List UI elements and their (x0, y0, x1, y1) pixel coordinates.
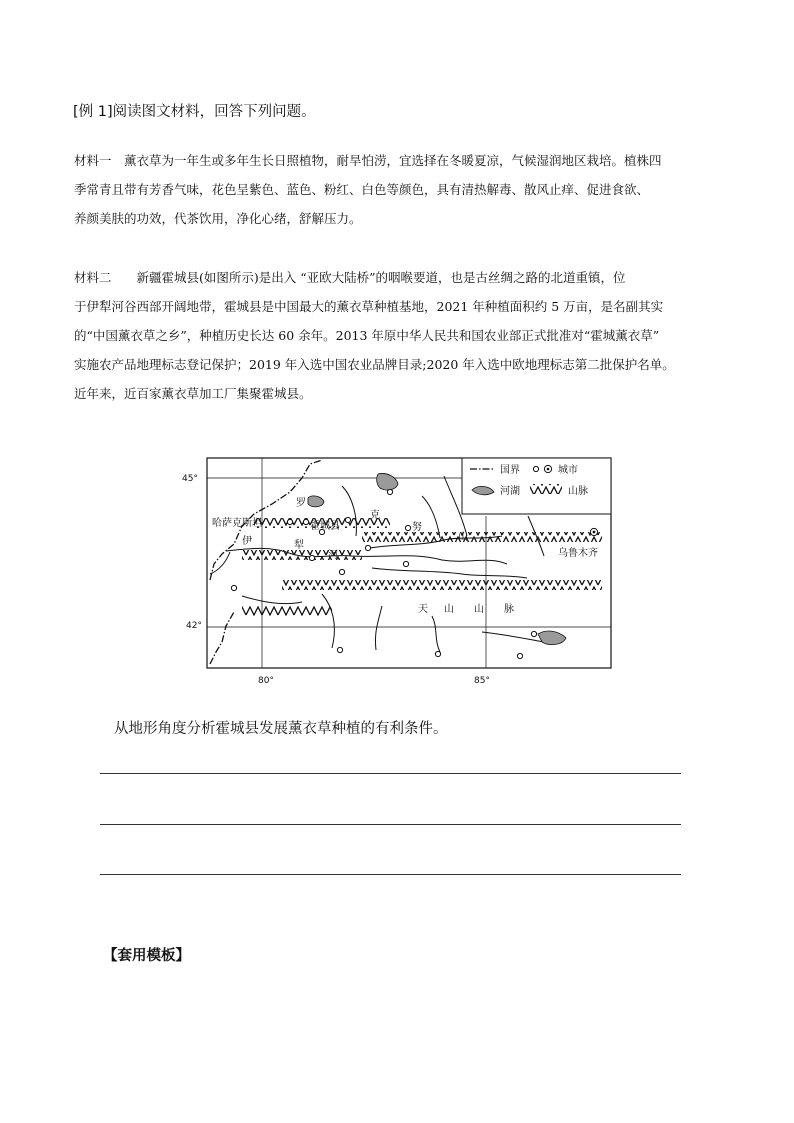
material-2-line: 近年来，近百家薰衣草加工厂集聚霍城县。 (74, 386, 312, 401)
city-dot (339, 569, 344, 574)
shan-label: 山 (458, 532, 468, 543)
legend-city-label: 城市 (558, 465, 578, 476)
city-dot (231, 585, 236, 590)
answer-line-3[interactable] (100, 874, 681, 875)
lat-45-label: 45° (182, 474, 198, 484)
material-2-line: 于伊犁河谷西部开阔地带，霍城县是中国最大的薰衣草种植基地，2021 年种植面积约 5 万亩，是名副其实 (74, 299, 664, 314)
material-1-paragraph (74, 146, 724, 233)
city-dot (405, 525, 410, 530)
city-dot (387, 489, 392, 494)
city-dot (309, 555, 314, 560)
city-dot (337, 647, 342, 652)
city-dot (287, 519, 292, 524)
legend-lake-label: 河湖 (500, 486, 520, 497)
city-dot (531, 631, 536, 636)
city-dot (517, 653, 522, 658)
city-dot (345, 517, 350, 522)
material-1-line: 季常青且带有芳香气味，花色呈紫色、蓝色、粉红、白色等颜色，具有清热解毒、散风止痒、促进食欲、 (74, 182, 650, 197)
legend-border-label: 国界 (500, 465, 520, 476)
urumqi-label: 乌鲁木齐 (558, 548, 598, 559)
huocheng-label: 霍城县 (310, 521, 340, 532)
legend-mountain-icon (530, 484, 562, 494)
material-2-paragraph (74, 263, 724, 408)
question-text: 从地形角度分析霍城县发展薰衣草种植的有利条件。 (114, 721, 448, 737)
material-1-line: 养颜美肤的功效，代茶饮用，净化心绪，舒解压力。 (74, 211, 362, 226)
material-2-line: 实施农产品地理标志登记保护；2019 年入选中国农业品牌目录;2020 年入选中欧地理标志第二批保护名单。 (74, 357, 675, 372)
city-dot (403, 561, 408, 566)
lon-85-label: 85° (474, 676, 490, 686)
mountain-tianshan (282, 580, 602, 590)
yili-label-3: 河 (328, 550, 338, 561)
kazakhstan-label: 哈萨克斯坦 (212, 518, 262, 529)
material-2-line: 的“中国薰衣草之乡”，种植历史长达 60 余年。2013 年原中华人民共和国农业部正式批准对“霍城薰衣草” (74, 328, 660, 343)
city-dot (435, 651, 440, 656)
city-dot (365, 545, 370, 550)
template-heading: 【套用模板】 (103, 948, 190, 964)
city-dot (303, 519, 308, 524)
yili-label-2: 犁 (294, 540, 304, 551)
material-1-line: 材料一 薰衣草为一年生或多年生长日照植物，耐旱怕涝，宜选择在冬暖夏凉，气候湿润地区栽培。植株四 (74, 153, 662, 168)
tianshan-label-3: 山 (474, 604, 484, 615)
mountain-south (242, 606, 332, 616)
material-2-line: 材料二 新疆霍城县(如图所示)是出入 “亚欧大陆桥”的咽喉要道，也是古丝绸之路的北道重镇，位 (74, 270, 626, 285)
answer-line-1[interactable] (100, 773, 681, 774)
lon-80-label: 80° (258, 676, 274, 686)
mountain-borohoro (242, 550, 362, 560)
huocheng-location-map (182, 456, 616, 688)
mountain-chain-1 (362, 532, 602, 542)
tianshan-label-1: 天 (418, 604, 428, 615)
luo-label: 罗 (296, 498, 306, 509)
tianshan-label-2: 山 (444, 604, 454, 615)
legend-city-icon (533, 466, 538, 471)
answer-line-2[interactable] (100, 824, 681, 825)
tianshan-label-4: 脉 (504, 604, 514, 615)
urumqi-capital-dot (593, 531, 596, 534)
ke-label: 克 (370, 510, 380, 521)
legend-mountain-label: 山脉 (568, 486, 588, 497)
yili-label-1: 伊 (242, 536, 252, 547)
lat-42-label: 42° (186, 621, 202, 631)
example-title: [例 1]阅读图文材料，回答下列问题。 (73, 104, 316, 120)
nu-label: 努 (412, 522, 422, 533)
